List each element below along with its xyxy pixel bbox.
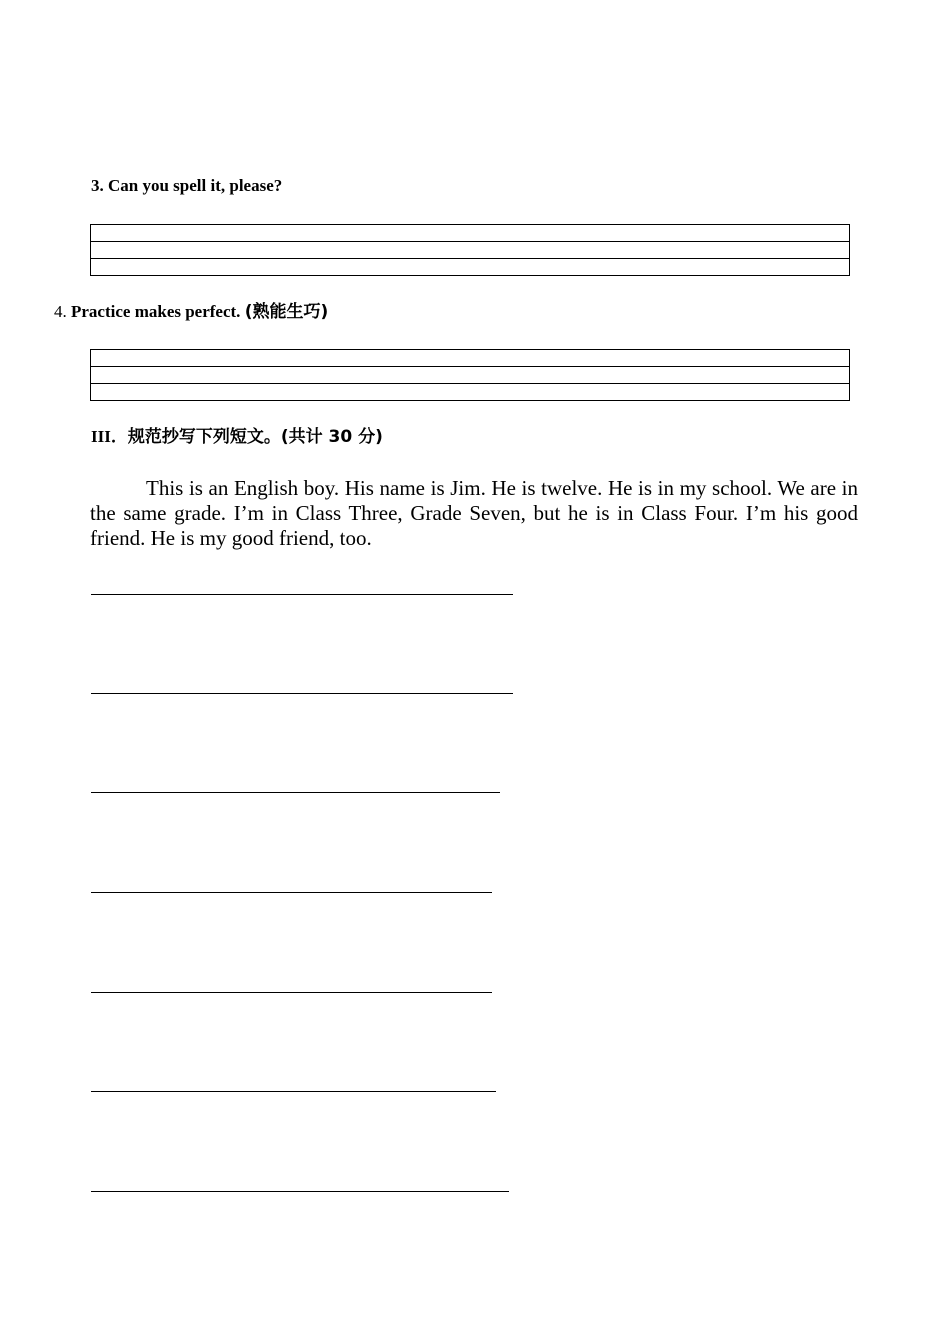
writing-row (91, 259, 849, 275)
question-4-text: Practice makes perfect. (71, 302, 241, 321)
copy-passage: This is an English boy. His name is Jim. He is twelve. He is in my school. We are in the same grade. I’m in Class Three, Grade Seven, but he is in Class Four. I’m his good friend. He is my good friend, too. (90, 476, 858, 550)
writing-row (91, 225, 849, 242)
question-4-heading (54, 302, 328, 322)
answer-line[interactable] (91, 1191, 509, 1192)
question-3-text: Can you spell it, please? (108, 176, 283, 195)
section-3-heading (91, 427, 383, 447)
writing-row (91, 367, 849, 384)
question-4-translation: (熟能生巧) (244, 302, 329, 322)
section-3-score: (共计 30 分) (280, 427, 383, 447)
section-3-title: ．规范抄写下列短文。 (110, 427, 281, 447)
writing-row (91, 350, 849, 367)
question-3-heading (91, 176, 282, 196)
question-3-number: 3. (91, 176, 104, 195)
answer-line[interactable] (91, 594, 513, 595)
question-3-writing-box[interactable] (90, 224, 850, 276)
section-3-numeral: III (91, 427, 111, 446)
answer-line[interactable] (91, 992, 492, 993)
answer-line[interactable] (91, 693, 513, 694)
answer-line[interactable] (91, 1091, 496, 1092)
question-4-writing-box[interactable] (90, 349, 850, 401)
answer-line[interactable] (91, 892, 492, 893)
answer-line[interactable] (91, 792, 500, 793)
writing-row (91, 242, 849, 259)
question-4-number: 4. (54, 302, 67, 321)
writing-row (91, 384, 849, 400)
